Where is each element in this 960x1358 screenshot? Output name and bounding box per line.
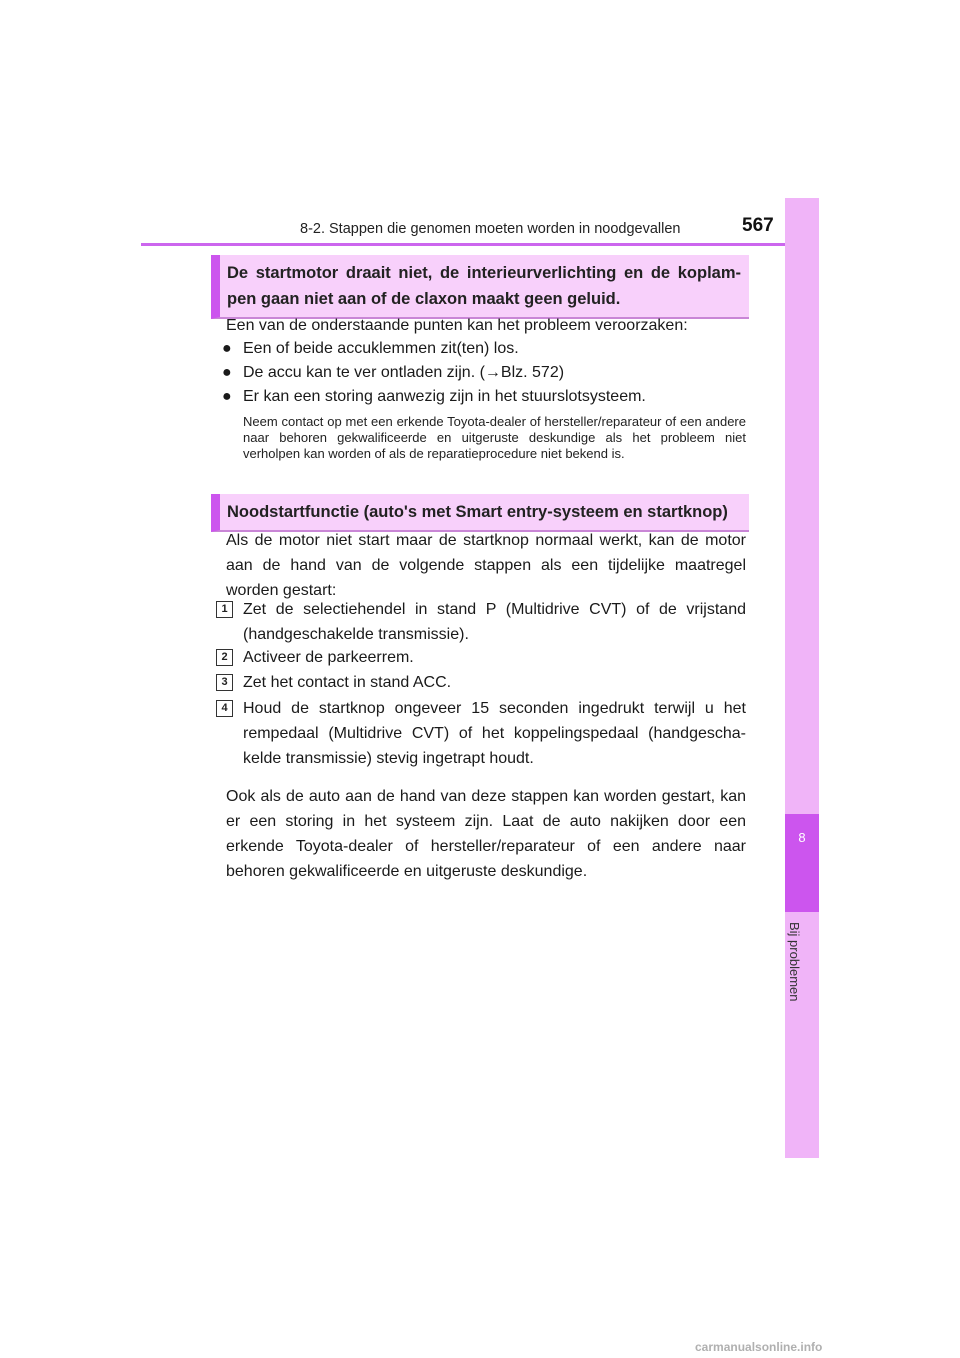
bullet-text: Er kan een storing aanwezig zijn in het stuurslotsysteem.	[243, 388, 646, 405]
bullet-item	[222, 360, 746, 385]
step-number-badge: 3	[216, 674, 233, 691]
step-item-3	[216, 670, 746, 695]
bullet-text: De accu kan te ver ontladen zijn. (→Blz. 572)	[243, 364, 565, 381]
site-watermark: carmanualsonline.info	[695, 1340, 823, 1354]
bullet-icon: ●	[222, 388, 232, 405]
section-heading-emergency-start: Noodstartfunctie (auto's met Smart entry-systeem en startknop)	[211, 494, 749, 532]
step-number-badge: 1	[216, 601, 233, 618]
step-text: Activeer de parkeerrem.	[243, 649, 414, 666]
step-item-4	[216, 696, 746, 771]
page-number: 567	[742, 215, 774, 236]
bullet-item	[222, 336, 746, 361]
chapter-side-tab-active	[785, 814, 819, 912]
step-text: Zet het contact in stand ACC.	[243, 674, 452, 691]
step-number-badge: 2	[216, 649, 233, 666]
section-heading-starter: De startmotor draait niet, de interieurverlichting en de koplam-pen gaan niet aan of de claxon maakt geen geluid.	[211, 255, 749, 319]
step-text: Houd de startknop ongeveer 15 seconden ingedrukt terwijl u het rempedaal (Multidrive CVT) of het koppelingspedaal (handgescha-kelde transmissie) stevig ingetrapt houdt.	[243, 700, 746, 767]
section2-outro: Ook als de auto aan de hand van deze stappen kan worden gestart, kan er een storing in het systeem zijn. Laat de auto nakijken door een erkende Toyota-dealer of hersteller/reparateur of een andere naar behoren gekwalificeerde en uitgeruste deskundige.	[226, 788, 746, 880]
chapter-label: Bij problemen	[787, 922, 802, 1002]
chapter-title: 8-2. Stappen die genomen moeten worden in noodgevallen	[300, 221, 681, 237]
step-item-1	[216, 597, 746, 647]
section1-note: Neem contact op met een erkende Toyota-dealer of hersteller/reparateur of een andere naar behoren gekwalificeerde en uitgeruste deskundige als het probleem niet verholpen kan worden of als de reparatieprocedure niet bekend is.	[243, 414, 746, 461]
bullet-item	[222, 384, 746, 409]
step-number-badge: 4	[216, 700, 233, 717]
bullet-icon: ●	[222, 340, 232, 357]
step-item-2	[216, 645, 746, 670]
header-divider	[141, 243, 819, 246]
section2-intro: Als de motor niet start maar de startknop normaal werkt, kan de motor aan de hand van de volgende stappen als een tijdelijke maatregel worden gestart:	[226, 532, 746, 599]
chapter-side-tab	[785, 198, 819, 1158]
bullet-icon: ●	[222, 364, 232, 381]
step-text: Zet de selectiehendel in stand P (Multidrive CVT) of de vrijstand (handgeschakelde transmissie).	[243, 601, 746, 643]
chapter-number: 8	[798, 830, 806, 845]
section1-intro: Een van de onderstaande punten kan het probleem veroorzaken:	[226, 317, 688, 334]
bullet-text: Een of beide accuklemmen zit(ten) los.	[243, 340, 519, 357]
